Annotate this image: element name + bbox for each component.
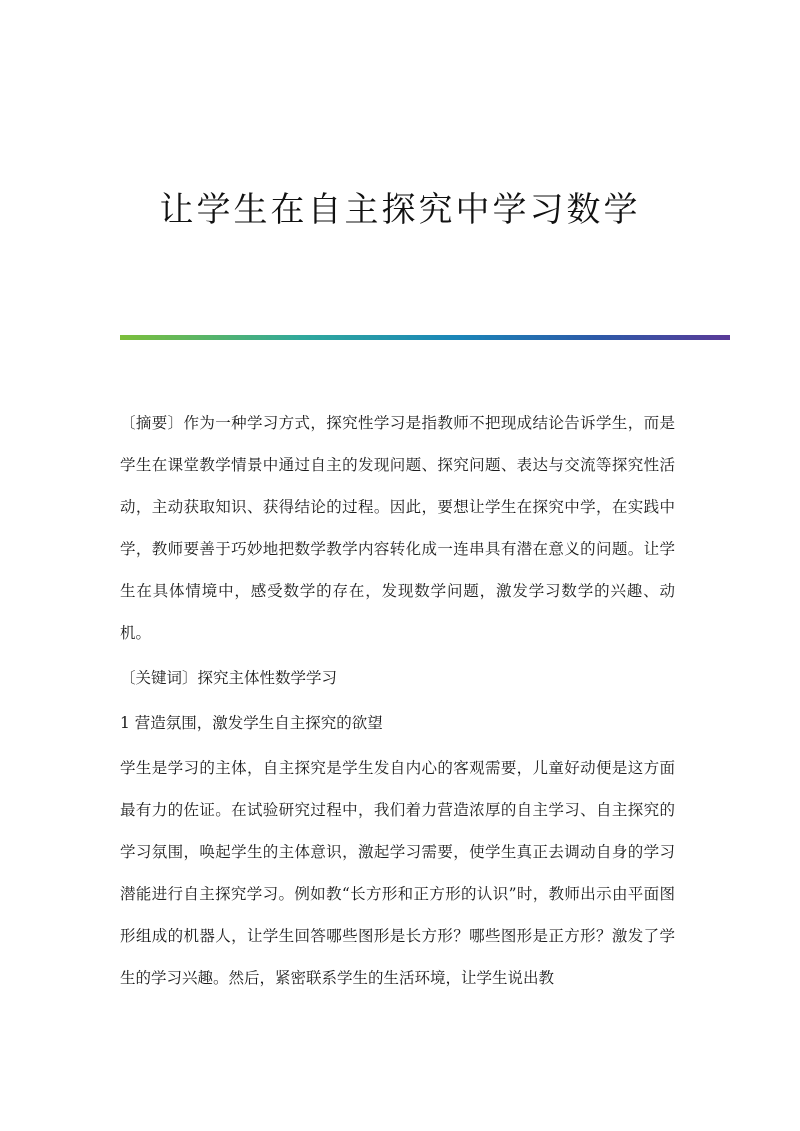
abstract-paragraph: 〔摘要〕作为一种学习方式，探究性学习是指教师不把现成结论告诉学生，而是学生在课堂教学情景中通过自主的发现问题、探究问题、表达与交流等探究性活动，主动获取知识、获得结论的过程。因此，要想让学生在探究中学，在实践中学，教师要善于巧妙地把数学教学内容转化成一连串具有潜在意义的问题。让学生在具体情境中，感受数学的存在，发现数学问题，激发学习数学的兴趣、动机。 xyxy=(120,414,675,642)
section-heading: 1 营造氛围，激发学生自主探究的欲望 xyxy=(120,714,383,732)
title-divider xyxy=(120,335,730,340)
document-body xyxy=(120,402,675,999)
body-paragraph: 学生是学习的主体，自主探究是学生发自内心的客观需要，儿童好动便是这方面最有力的佐证。在试验研究过程中，我们着力营造浓厚的自主学习、自主探究的学习氛围，唤起学生的主体意识，激起学习需要，使学生真正去调动自身的学习潜能进行自主探究学习。例如教“长方形和正方形的认识”时，教师出示由平面图形组成的机器人，让学生回答哪些图形是长方形？哪些图形是正方形？激发了学生的学习兴趣。然后，紧密联系学生的生活环境，让学生说出教 xyxy=(120,759,675,987)
page-title: 让学生在自主探究中学习数学 xyxy=(159,190,641,230)
keywords-line: 〔关键词〕探究主体性数学学习 xyxy=(120,669,338,687)
